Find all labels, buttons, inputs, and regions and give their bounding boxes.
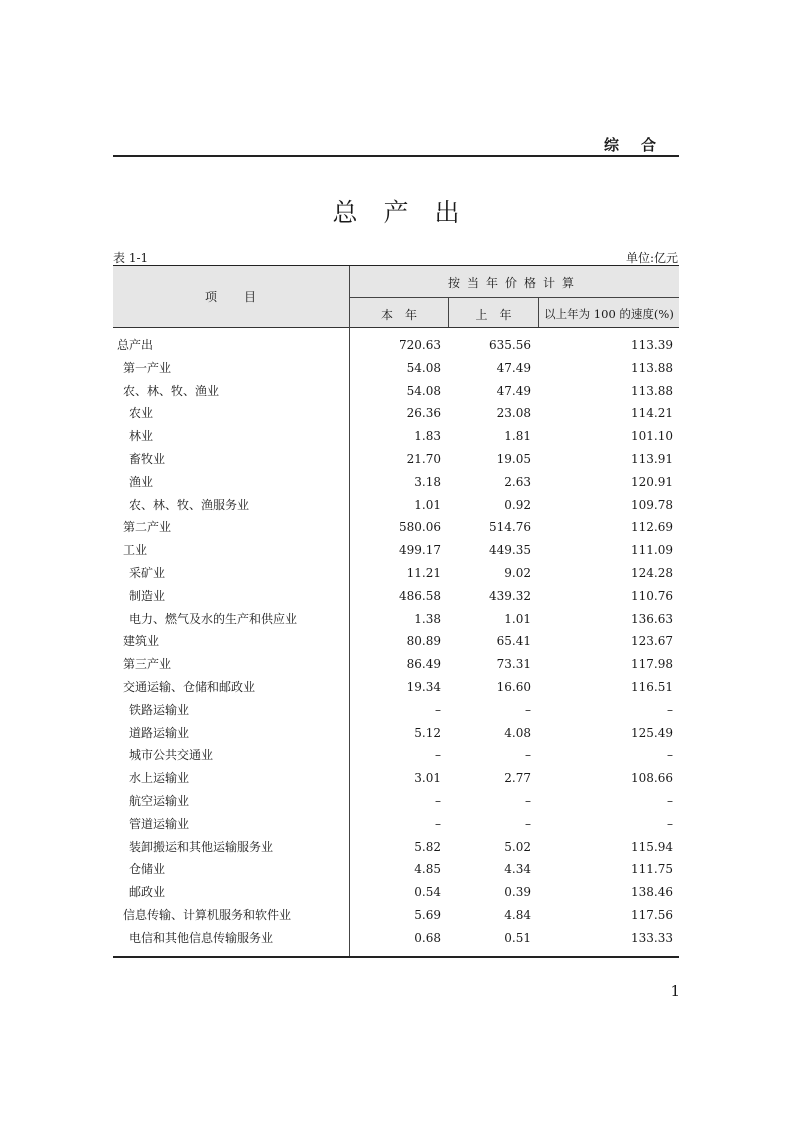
table-row bbox=[113, 494, 679, 517]
cell-speed: 109.78 bbox=[631, 497, 673, 512]
table-row bbox=[113, 471, 679, 494]
cell-current: 3.18 bbox=[414, 474, 441, 489]
row-label: 第二产业 bbox=[123, 520, 172, 535]
header-previous: 上 年 bbox=[475, 308, 512, 322]
cell-current: 54.08 bbox=[406, 383, 441, 398]
row-label: 制造业 bbox=[129, 588, 166, 603]
cell-previous: – bbox=[525, 702, 531, 717]
table-row bbox=[113, 402, 679, 425]
table-row bbox=[113, 790, 679, 813]
table-row bbox=[113, 653, 679, 676]
cell-current: 720.63 bbox=[399, 338, 441, 352]
cell-speed: – bbox=[667, 793, 673, 808]
table-row bbox=[113, 676, 679, 699]
cell-speed: 125.49 bbox=[631, 725, 673, 740]
row-label: 渔业 bbox=[129, 474, 154, 489]
header-group: 按当年价格计算 bbox=[447, 276, 581, 290]
cell-current: 0.54 bbox=[414, 885, 441, 900]
cell-speed: 113.91 bbox=[631, 451, 673, 466]
cell-current: 54.08 bbox=[406, 360, 441, 375]
cell-previous: – bbox=[525, 793, 531, 808]
cell-speed: 113.88 bbox=[631, 360, 673, 375]
cell-speed: 114.21 bbox=[631, 406, 673, 421]
table-row bbox=[113, 562, 679, 585]
header-rule bbox=[113, 155, 679, 157]
cell-current: 5.69 bbox=[414, 907, 441, 922]
table-row bbox=[113, 425, 679, 448]
cell-speed: 116.51 bbox=[631, 679, 673, 694]
cell-previous: 635.56 bbox=[489, 338, 531, 352]
row-label: 城市公共交通业 bbox=[129, 748, 214, 763]
table-row bbox=[113, 699, 679, 722]
table-row bbox=[113, 448, 679, 471]
row-label: 道路运输业 bbox=[129, 725, 190, 740]
cell-previous: 4.84 bbox=[504, 907, 531, 922]
cell-speed: 111.09 bbox=[631, 543, 673, 558]
cell-speed: 124.28 bbox=[631, 565, 673, 580]
cell-current: 86.49 bbox=[406, 657, 441, 672]
table-bottom-rule bbox=[113, 956, 679, 958]
cell-current: 26.36 bbox=[406, 406, 441, 421]
cell-current: – bbox=[435, 793, 441, 808]
cell-current: 80.89 bbox=[406, 634, 441, 649]
table-number: 表 1-1 bbox=[113, 251, 149, 265]
page-title: 总产出 bbox=[332, 198, 486, 227]
cell-current: 3.01 bbox=[414, 771, 441, 786]
unit-label: 单位:亿元 bbox=[625, 251, 678, 265]
row-label: 铁路运输业 bbox=[129, 702, 190, 717]
cell-previous: 514.76 bbox=[489, 520, 531, 535]
table-row bbox=[113, 539, 679, 562]
row-label: 电力、燃气及水的生产和供应业 bbox=[129, 611, 298, 626]
section-label: 综合 bbox=[603, 136, 678, 154]
table-row bbox=[113, 516, 679, 539]
cell-current: 499.17 bbox=[399, 543, 441, 558]
cell-current: 1.01 bbox=[414, 497, 441, 512]
cell-current: 19.34 bbox=[406, 679, 441, 694]
row-label: 信息传输、计算机服务和软件业 bbox=[123, 907, 292, 922]
cell-previous: – bbox=[525, 748, 531, 763]
table-row bbox=[113, 334, 679, 357]
cell-current: – bbox=[435, 702, 441, 717]
row-label: 水上运输业 bbox=[129, 771, 190, 786]
table-row bbox=[113, 585, 679, 608]
cell-previous: 23.08 bbox=[496, 406, 531, 421]
row-label: 仓储业 bbox=[129, 862, 166, 877]
row-label: 农业 bbox=[129, 406, 154, 421]
cell-current: 0.68 bbox=[414, 930, 441, 945]
cell-previous: 4.34 bbox=[504, 862, 531, 877]
cell-previous: 9.02 bbox=[504, 565, 531, 580]
cell-speed: 112.69 bbox=[631, 520, 673, 535]
row-label: 航空运输业 bbox=[129, 793, 190, 808]
cell-current: 11.21 bbox=[406, 565, 441, 580]
row-label: 第一产业 bbox=[123, 360, 172, 375]
cell-previous: 19.05 bbox=[496, 451, 531, 466]
table-row bbox=[113, 813, 679, 836]
page-number: 1 bbox=[670, 982, 680, 1000]
cell-speed: – bbox=[667, 748, 673, 763]
row-label: 管道运输业 bbox=[129, 816, 190, 831]
table-row bbox=[113, 904, 679, 927]
cell-previous: 449.35 bbox=[489, 543, 531, 558]
cell-previous: 5.02 bbox=[504, 839, 531, 854]
row-label: 农、林、牧、渔业 bbox=[123, 383, 220, 398]
table-row bbox=[113, 858, 679, 881]
table-row bbox=[113, 722, 679, 745]
cell-previous: 65.41 bbox=[496, 634, 531, 649]
cell-speed: 133.33 bbox=[631, 930, 673, 945]
cell-previous: 1.81 bbox=[504, 429, 531, 444]
cell-previous: 439.32 bbox=[489, 588, 531, 603]
row-label: 农、林、牧、渔服务业 bbox=[129, 497, 250, 512]
cell-speed: 110.76 bbox=[631, 588, 673, 603]
cell-current: – bbox=[435, 748, 441, 763]
cell-previous: 2.77 bbox=[504, 771, 531, 786]
table-body bbox=[113, 334, 679, 950]
row-label: 第三产业 bbox=[123, 657, 172, 672]
cell-current: 486.58 bbox=[399, 588, 441, 603]
cell-current: – bbox=[435, 816, 441, 831]
header-current: 本 年 bbox=[380, 308, 417, 322]
table-row bbox=[113, 881, 679, 904]
table-row bbox=[113, 744, 679, 767]
cell-previous: – bbox=[525, 816, 531, 831]
row-label: 建筑业 bbox=[123, 634, 160, 649]
cell-previous: 73.31 bbox=[496, 657, 531, 672]
cell-previous: 16.60 bbox=[496, 679, 531, 694]
cell-current: 580.06 bbox=[399, 520, 441, 535]
header-item: 项 目 bbox=[204, 290, 257, 304]
cell-current: 5.82 bbox=[414, 839, 441, 854]
cell-speed: 120.91 bbox=[631, 474, 673, 489]
table-row bbox=[113, 836, 679, 859]
header-speed: 以上年为 100 的速度(%) bbox=[544, 307, 674, 321]
table-row bbox=[113, 927, 679, 950]
row-label: 交通运输、仓储和邮政业 bbox=[123, 679, 256, 694]
cell-speed: 101.10 bbox=[631, 429, 673, 444]
cell-current: 1.38 bbox=[414, 611, 441, 626]
cell-current: 21.70 bbox=[406, 451, 441, 466]
row-label: 采矿业 bbox=[129, 565, 166, 580]
table-row bbox=[113, 608, 679, 631]
cell-speed: 117.56 bbox=[631, 907, 673, 922]
cell-previous: 1.01 bbox=[504, 611, 531, 626]
cell-speed: – bbox=[667, 702, 673, 717]
row-label: 电信和其他信息传输服务业 bbox=[129, 930, 274, 945]
row-label: 畜牧业 bbox=[129, 451, 166, 466]
row-label: 工业 bbox=[123, 543, 148, 558]
cell-speed: 113.88 bbox=[631, 383, 673, 398]
cell-speed: 117.98 bbox=[631, 657, 673, 672]
cell-speed: 138.46 bbox=[631, 885, 673, 900]
row-label: 总产出 bbox=[117, 338, 154, 352]
row-label: 林业 bbox=[129, 429, 154, 444]
table-header bbox=[113, 266, 679, 327]
cell-speed: 136.63 bbox=[631, 611, 673, 626]
table-row bbox=[113, 380, 679, 403]
table-row bbox=[113, 767, 679, 790]
table-row bbox=[113, 630, 679, 653]
table-row bbox=[113, 357, 679, 380]
cell-previous: 0.39 bbox=[504, 885, 531, 900]
cell-current: 1.83 bbox=[414, 429, 441, 444]
row-label: 邮政业 bbox=[129, 885, 166, 900]
cell-previous: 4.08 bbox=[504, 725, 531, 740]
cell-previous: 0.92 bbox=[504, 497, 531, 512]
cell-speed: 113.39 bbox=[631, 338, 673, 352]
cell-current: 5.12 bbox=[414, 725, 441, 740]
cell-speed: 111.75 bbox=[631, 862, 673, 877]
cell-speed: 123.67 bbox=[631, 634, 673, 649]
row-label: 装卸搬运和其他运输服务业 bbox=[129, 839, 274, 854]
cell-current: 4.85 bbox=[414, 862, 441, 877]
cell-previous: 0.51 bbox=[504, 930, 531, 945]
cell-speed: 108.66 bbox=[631, 771, 673, 786]
cell-speed: 115.94 bbox=[631, 839, 673, 854]
cell-previous: 2.63 bbox=[504, 474, 531, 489]
cell-speed: – bbox=[667, 816, 673, 831]
cell-previous: 47.49 bbox=[496, 360, 531, 375]
cell-previous: 47.49 bbox=[496, 383, 531, 398]
